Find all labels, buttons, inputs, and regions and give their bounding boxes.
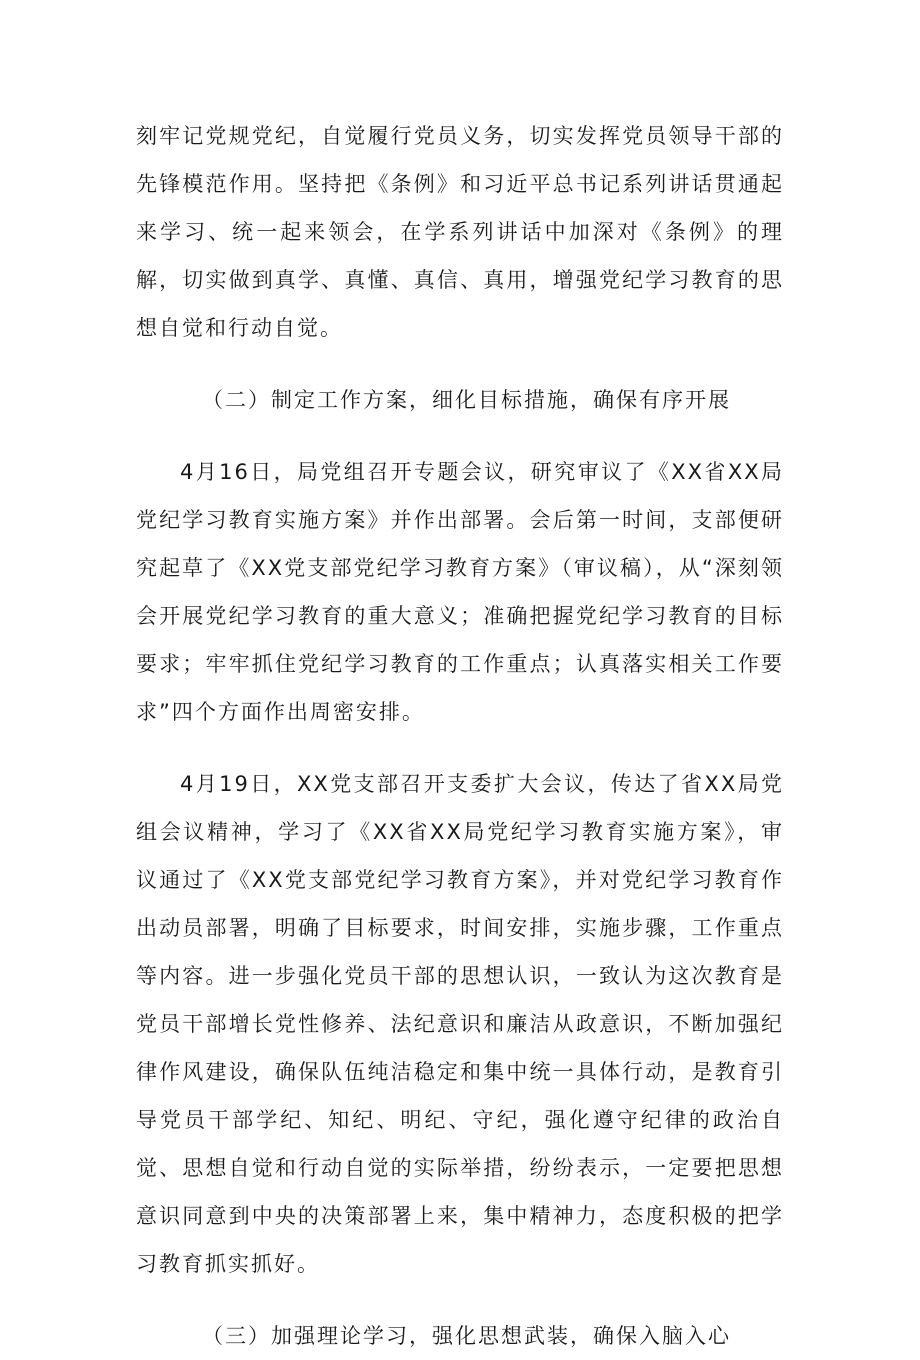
document-body bbox=[136, 112, 784, 1360]
paragraph-continuation: 刻牢记党规党纪，自觉履行党员义务，切实发挥党员领导干部的先锋模范作用。坚持把《条例》和习近平总书记系列讲话贯通起来学习、统一起来领会，在学系列讲话中加深对《条例》的理解，切实做到真学、真懂、真信、真用，增强党纪学习教育的思想自觉和行动自觉。 bbox=[136, 124, 784, 340]
section-heading-3: （三）加强理论学习，强化思想武装，确保入脑入心 bbox=[202, 1324, 731, 1348]
section-heading-2: （二）制定工作方案，细化目标措施，确保有序开展 bbox=[202, 388, 731, 412]
paragraph-april-19: 4月19日，XX党支部召开支委扩大会议，传达了省XX局党组会议精神，学习了《XX省XX局党纪学习教育实施方案》，审议通过了《XX党支部党纪学习教育方案》，并对党纪学习教育作出动员部署，明确了目标要求，时间安排，实施步骤，工作重点等内容。进一步强化党员干部的思想认识，一致认为这次教育是党员干部增长党性修养、法纪意识和廉洁从政意识，不断加强纪律作风建设，确保队伍纯洁稳定和集中统一具体行动，是教育引导党员干部学纪、知纪、明纪、守纪，强化遵守纪律的政治自觉、思想自觉和行动自觉的实际举措，纷纷表示，一定要把思想意识同意到中央的决策部署上来，集中精神力，态度积极的把学习教育抓实抓好。 bbox=[136, 772, 784, 1276]
paragraph-april-16: 4月16日，局党组召开专题会议，研究审议了《XX省XX局党纪学习教育实施方案》并作出部署。会后第一时间，支部便研究起草了《XX党支部党纪学习教育方案》（审议稿），从“深刻领会开展党纪学习教育的重大意义；准确把握党纪学习教育的目标要求；牢牢抓住党纪学习教育的工作重点；认真落实相关工作要求”四个方面作出周密安排。 bbox=[136, 460, 784, 724]
